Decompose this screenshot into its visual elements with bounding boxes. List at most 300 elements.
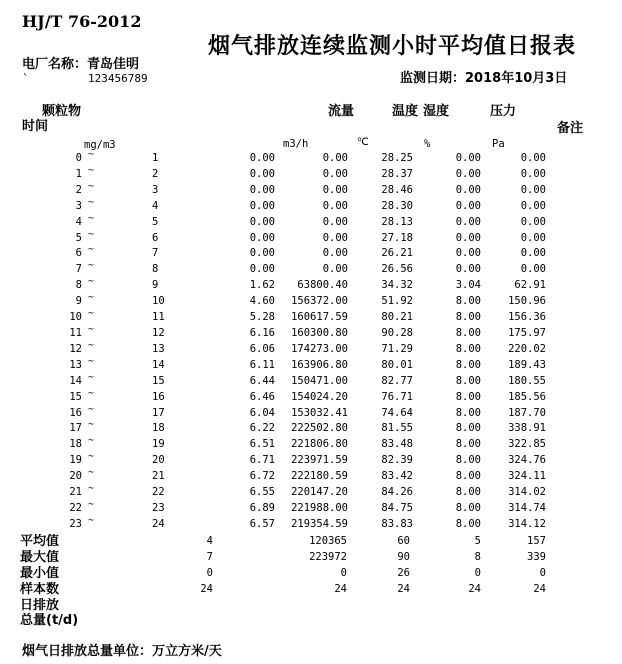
hour-to: 12 bbox=[152, 326, 165, 339]
hourly-row bbox=[0, 374, 622, 390]
tilde-cell bbox=[82, 374, 152, 390]
pressure-value: 324.11 bbox=[508, 470, 546, 483]
summary-value bbox=[347, 613, 410, 629]
humidity-value: 0.00 bbox=[455, 215, 481, 228]
summary-value: 90 bbox=[397, 550, 410, 563]
remark-cell bbox=[546, 310, 622, 326]
summary-label: 最小值 bbox=[20, 565, 60, 581]
summary-value: 223972 bbox=[309, 550, 347, 563]
pressure-value: 338.91 bbox=[508, 422, 546, 435]
flow-value: 0.00 bbox=[322, 215, 348, 228]
tilde-cell bbox=[82, 310, 152, 326]
remark-cell bbox=[546, 183, 622, 199]
pm-value: 6.44 bbox=[249, 374, 275, 387]
pressure-value: 156.36 bbox=[508, 311, 546, 324]
hourly-row bbox=[0, 294, 622, 310]
hourly-row bbox=[0, 469, 622, 485]
hour-to: 22 bbox=[152, 486, 165, 499]
tilde-mark: ~ bbox=[88, 278, 95, 288]
hour-from: 20 bbox=[69, 470, 82, 483]
plant-name-value: 青岛佳明 bbox=[87, 57, 140, 72]
pm-value: 5.28 bbox=[249, 311, 275, 324]
tilde-cell bbox=[82, 437, 152, 453]
hour-to: 14 bbox=[152, 358, 165, 371]
hour-from: 15 bbox=[69, 390, 82, 403]
remark-cell bbox=[546, 151, 622, 167]
hour-from: 0 bbox=[75, 152, 82, 164]
humidity-value: 0.00 bbox=[455, 247, 481, 260]
tilde-cell bbox=[82, 167, 152, 183]
tilde-cell bbox=[82, 390, 152, 406]
tilde-mark: ~ bbox=[88, 421, 95, 431]
summary-value bbox=[120, 598, 213, 614]
flow-value: 222180.59 bbox=[291, 470, 348, 483]
temperature-value: 26.21 bbox=[381, 247, 413, 260]
temperature-value: 83.83 bbox=[381, 517, 413, 530]
summary-value: 24 bbox=[468, 582, 481, 595]
tilde-cell bbox=[82, 151, 152, 167]
pressure-value: 0.00 bbox=[520, 247, 546, 260]
header-particulate: 颗粒物 bbox=[42, 104, 82, 119]
flow-value: 0.00 bbox=[322, 199, 348, 212]
summary-value bbox=[120, 613, 213, 629]
pressure-value: 0.00 bbox=[520, 167, 546, 180]
pm-value: 6.16 bbox=[249, 326, 275, 339]
pm-value: 0.00 bbox=[249, 199, 275, 212]
humidity-value: 8.00 bbox=[455, 358, 481, 371]
hourly-row bbox=[0, 231, 622, 247]
flow-value: 153032.41 bbox=[291, 406, 348, 419]
remark-cell bbox=[546, 246, 622, 262]
temperature-value: 82.77 bbox=[381, 374, 413, 387]
monitor-date-value: 2018年10月3日 bbox=[465, 71, 568, 86]
hourly-row bbox=[0, 421, 622, 437]
hour-from: 13 bbox=[69, 358, 82, 371]
pressure-value: 322.85 bbox=[508, 438, 546, 451]
tilde-mark: ~ bbox=[88, 166, 95, 176]
temperature-value: 84.26 bbox=[381, 486, 413, 499]
humidity-value: 8.00 bbox=[455, 454, 481, 467]
remark-cell bbox=[546, 262, 622, 278]
unit-humidity: % bbox=[424, 138, 431, 150]
pm-value: 6.71 bbox=[249, 454, 275, 467]
pm-value: 1.62 bbox=[249, 279, 275, 292]
summary-label: 最大值 bbox=[20, 549, 60, 565]
hour-from: 18 bbox=[69, 438, 82, 451]
remark-cell bbox=[546, 342, 622, 358]
hour-to: 3 bbox=[152, 183, 159, 196]
flow-value: 221806.80 bbox=[291, 438, 348, 451]
hourly-row bbox=[0, 501, 622, 517]
unit-pressure: Pa bbox=[492, 138, 505, 150]
pressure-value: 324.76 bbox=[508, 454, 546, 467]
hour-to: 8 bbox=[152, 263, 159, 276]
pm-value: 0.00 bbox=[249, 247, 275, 260]
summary-remark-cell bbox=[546, 582, 622, 598]
hour-from: 19 bbox=[69, 454, 82, 467]
pm-value: 6.22 bbox=[249, 422, 275, 435]
tilde-cell bbox=[82, 406, 152, 422]
summary-value: 0 bbox=[206, 566, 213, 579]
hourly-row bbox=[0, 183, 622, 199]
hour-from: 17 bbox=[69, 422, 82, 435]
hour-to: 20 bbox=[152, 454, 165, 467]
tilde-cell bbox=[82, 358, 152, 374]
flow-value: 221988.00 bbox=[291, 501, 348, 514]
hourly-row bbox=[0, 406, 622, 422]
tilde-cell bbox=[82, 246, 152, 262]
tilde-mark: ~ bbox=[88, 373, 95, 383]
humidity-value: 8.00 bbox=[455, 390, 481, 403]
pressure-value: 0.00 bbox=[520, 215, 546, 228]
pressure-value: 314.74 bbox=[508, 501, 546, 514]
flow-value: 150471.00 bbox=[291, 374, 348, 387]
temperature-value: 81.55 bbox=[381, 422, 413, 435]
summary-value bbox=[481, 598, 546, 614]
hourly-row bbox=[0, 199, 622, 215]
tilde-mark: ~ bbox=[88, 500, 95, 510]
summary-value: 7 bbox=[206, 550, 213, 563]
tilde-cell bbox=[82, 501, 152, 517]
temperature-value: 28.46 bbox=[381, 183, 413, 196]
pm-value: 6.06 bbox=[249, 342, 275, 355]
pm-value: 0.00 bbox=[249, 231, 275, 244]
pressure-value: 150.96 bbox=[508, 295, 546, 308]
summary-value: 26 bbox=[397, 566, 410, 579]
humidity-value: 8.00 bbox=[455, 295, 481, 308]
pm-value: 0.00 bbox=[249, 215, 275, 228]
summary-value: 339 bbox=[527, 550, 546, 563]
humidity-value: 0.00 bbox=[455, 152, 481, 164]
hour-to: 1 bbox=[152, 152, 159, 164]
hourly-row bbox=[0, 278, 622, 294]
tilde-cell bbox=[82, 215, 152, 231]
hour-from: 8 bbox=[75, 279, 82, 292]
remark-cell bbox=[546, 374, 622, 390]
temperature-value: 83.48 bbox=[381, 438, 413, 451]
pressure-value: 0.00 bbox=[520, 183, 546, 196]
hourly-row bbox=[0, 215, 622, 231]
humidity-value: 0.00 bbox=[455, 231, 481, 244]
temperature-value: 82.39 bbox=[381, 454, 413, 467]
humidity-value: 8.00 bbox=[455, 374, 481, 387]
pm-value: 6.57 bbox=[249, 517, 275, 530]
unit-flow: m3/h bbox=[283, 138, 309, 150]
hour-to: 13 bbox=[152, 342, 165, 355]
summary-table bbox=[0, 534, 622, 629]
remark-cell bbox=[546, 358, 622, 374]
hour-from: 10 bbox=[69, 311, 82, 324]
pressure-value: 0.00 bbox=[520, 199, 546, 212]
unit-particulate: mg/m3 bbox=[84, 139, 116, 151]
summary-value: 5 bbox=[474, 535, 481, 547]
tilde-cell bbox=[82, 342, 152, 358]
temperature-value: 74.64 bbox=[381, 406, 413, 419]
summary-value: 157 bbox=[527, 535, 546, 547]
hourly-table bbox=[0, 151, 622, 533]
remark-cell bbox=[546, 485, 622, 501]
hourly-row bbox=[0, 453, 622, 469]
flow-value: 0.00 bbox=[322, 263, 348, 276]
hour-to: 19 bbox=[152, 438, 165, 451]
flow-value: 174273.00 bbox=[291, 342, 348, 355]
pm-value: 6.11 bbox=[249, 358, 275, 371]
pm-value: 0.00 bbox=[249, 167, 275, 180]
plant-name-label: 电厂名称： bbox=[22, 57, 88, 72]
tilde-mark: ~ bbox=[88, 389, 95, 399]
tilde-mark: ~ bbox=[88, 341, 95, 351]
tilde-mark: ~ bbox=[88, 151, 95, 160]
tilde-mark: ~ bbox=[88, 405, 95, 415]
hour-from: 11 bbox=[69, 326, 82, 339]
tilde-cell bbox=[82, 231, 152, 247]
humidity-value: 8.00 bbox=[455, 311, 481, 324]
tilde-cell bbox=[82, 326, 152, 342]
summary-value bbox=[213, 613, 347, 629]
summary-remark-cell bbox=[546, 598, 622, 614]
humidity-value: 8.00 bbox=[455, 326, 481, 339]
flow-value: 220147.20 bbox=[291, 486, 348, 499]
hour-from: 9 bbox=[75, 295, 82, 308]
hour-to: 15 bbox=[152, 374, 165, 387]
pm-value: 6.04 bbox=[249, 406, 275, 419]
tilde-mark: ~ bbox=[88, 230, 95, 240]
tilde-cell bbox=[82, 183, 152, 199]
hour-from: 21 bbox=[69, 486, 82, 499]
tilde-mark: ~ bbox=[88, 310, 95, 320]
summary-value: 24 bbox=[397, 582, 410, 595]
temperature-value: 84.75 bbox=[381, 501, 413, 514]
stray-backtick: ` bbox=[22, 72, 30, 86]
flow-value: 156372.00 bbox=[291, 295, 348, 308]
hour-from: 7 bbox=[75, 263, 82, 276]
tilde-mark: ~ bbox=[88, 453, 95, 463]
pressure-value: 185.56 bbox=[508, 390, 546, 403]
flow-value: 163906.80 bbox=[291, 358, 348, 371]
flow-value: 154024.20 bbox=[291, 390, 348, 403]
standard-number: HJ/T 76-2012 bbox=[22, 12, 142, 31]
tilde-cell bbox=[82, 517, 152, 533]
summary-label: 平均值 bbox=[20, 534, 60, 550]
temperature-value: 28.13 bbox=[381, 215, 413, 228]
hour-to: 6 bbox=[152, 231, 159, 244]
pm-value: 4.60 bbox=[249, 295, 275, 308]
summary-remark-cell bbox=[546, 550, 622, 566]
pressure-value: 175.97 bbox=[508, 326, 546, 339]
hourly-row bbox=[0, 437, 622, 453]
summary-table-body bbox=[0, 534, 622, 629]
plant-name-line bbox=[22, 58, 139, 72]
flow-value: 160617.59 bbox=[291, 311, 348, 324]
summary-row bbox=[0, 550, 622, 566]
tilde-mark: ~ bbox=[88, 325, 95, 335]
tilde-cell bbox=[82, 485, 152, 501]
pressure-value: 187.70 bbox=[508, 406, 546, 419]
humidity-value: 0.00 bbox=[455, 167, 481, 180]
summary-row bbox=[0, 534, 622, 550]
hour-to: 16 bbox=[152, 390, 165, 403]
hour-from: 3 bbox=[75, 199, 82, 212]
pressure-value: 0.00 bbox=[520, 231, 546, 244]
temperature-value: 27.18 bbox=[381, 231, 413, 244]
flow-value: 160300.80 bbox=[291, 326, 348, 339]
summary-value: 120365 bbox=[309, 535, 347, 547]
summary-value: 24 bbox=[334, 582, 347, 595]
humidity-value: 0.00 bbox=[455, 183, 481, 196]
remark-cell bbox=[546, 167, 622, 183]
summary-remark-cell bbox=[546, 534, 622, 550]
tilde-cell bbox=[82, 453, 152, 469]
flow-value: 0.00 bbox=[322, 231, 348, 244]
hour-from: 16 bbox=[69, 406, 82, 419]
summary-row bbox=[0, 582, 622, 598]
summary-label: 总量(t/d) bbox=[20, 613, 79, 629]
tilde-mark: ~ bbox=[88, 182, 95, 192]
hour-to: 11 bbox=[152, 311, 165, 324]
humidity-value: 8.00 bbox=[455, 342, 481, 355]
temperature-value: 26.56 bbox=[381, 263, 413, 276]
hour-to: 9 bbox=[152, 279, 159, 292]
summary-value bbox=[347, 598, 410, 614]
hourly-row bbox=[0, 485, 622, 501]
remark-cell bbox=[546, 390, 622, 406]
unit-temperature: ℃ bbox=[357, 136, 369, 148]
summary-value: 8 bbox=[474, 550, 481, 563]
page-title: 烟气排放连续监测小时平均值日报表 bbox=[208, 34, 577, 59]
hour-from: 12 bbox=[69, 342, 82, 355]
tilde-mark: ~ bbox=[88, 262, 95, 272]
flow-value: 219354.59 bbox=[291, 517, 348, 530]
tilde-mark: ~ bbox=[88, 246, 95, 256]
pressure-value: 189.43 bbox=[508, 358, 546, 371]
flow-value: 0.00 bbox=[322, 247, 348, 260]
tilde-cell bbox=[82, 262, 152, 278]
hourly-row bbox=[0, 517, 622, 533]
pm-value: 0.00 bbox=[249, 183, 275, 196]
pm-value: 0.00 bbox=[249, 263, 275, 276]
summary-row bbox=[0, 598, 622, 614]
remark-cell bbox=[546, 501, 622, 517]
flow-value: 0.00 bbox=[322, 183, 348, 196]
pressure-value: 314.12 bbox=[508, 517, 546, 530]
pm-value: 6.89 bbox=[249, 501, 275, 514]
humidity-value: 8.00 bbox=[455, 406, 481, 419]
hour-to: 24 bbox=[152, 517, 165, 530]
pm-value: 6.55 bbox=[249, 486, 275, 499]
remark-cell bbox=[546, 326, 622, 342]
summary-value: 4 bbox=[206, 535, 213, 547]
monitor-date-line bbox=[400, 72, 567, 86]
summary-label: 日排放 bbox=[20, 597, 60, 613]
remark-cell bbox=[546, 231, 622, 247]
hourly-row bbox=[0, 262, 622, 278]
humidity-value: 8.00 bbox=[455, 501, 481, 514]
hour-from: 2 bbox=[75, 183, 82, 196]
footer-unit-note: 烟气日排放总量单位：万立方米/天 bbox=[22, 644, 222, 659]
remark-cell bbox=[546, 517, 622, 533]
summary-remark-cell bbox=[546, 566, 622, 582]
remark-cell bbox=[546, 406, 622, 422]
monitor-date-label: 监测日期： bbox=[400, 71, 466, 86]
flow-value: 222502.80 bbox=[291, 422, 348, 435]
temperature-value: 90.28 bbox=[381, 326, 413, 339]
summary-value: 0 bbox=[539, 566, 546, 579]
pressure-value: 0.00 bbox=[520, 263, 546, 276]
temperature-value: 34.32 bbox=[381, 279, 413, 292]
hour-from: 14 bbox=[69, 374, 82, 387]
temperature-value: 51.92 bbox=[381, 295, 413, 308]
hourly-row bbox=[0, 326, 622, 342]
summary-value: 0 bbox=[340, 566, 347, 579]
summary-label: 样本数 bbox=[20, 581, 60, 597]
hour-to: 17 bbox=[152, 406, 165, 419]
humidity-value: 8.00 bbox=[455, 517, 481, 530]
temperature-value: 28.37 bbox=[381, 167, 413, 180]
flow-value: 223971.59 bbox=[291, 454, 348, 467]
temperature-value: 80.01 bbox=[381, 358, 413, 371]
tilde-cell bbox=[82, 421, 152, 437]
pm-value: 6.51 bbox=[249, 438, 275, 451]
hourly-table-body bbox=[0, 151, 622, 533]
hour-to: 10 bbox=[152, 295, 165, 308]
pressure-value: 314.02 bbox=[508, 486, 546, 499]
hour-to: 23 bbox=[152, 501, 165, 514]
hour-from: 1 bbox=[75, 167, 82, 180]
temperature-value: 28.25 bbox=[381, 152, 413, 164]
humidity-value: 0.00 bbox=[455, 199, 481, 212]
tilde-cell bbox=[82, 278, 152, 294]
pressure-value: 220.02 bbox=[508, 342, 546, 355]
remark-cell bbox=[546, 437, 622, 453]
plant-code: 123456789 bbox=[88, 72, 148, 85]
summary-value bbox=[481, 613, 546, 629]
hourly-row bbox=[0, 310, 622, 326]
remark-cell bbox=[546, 421, 622, 437]
humidity-value: 8.00 bbox=[455, 486, 481, 499]
hour-from: 6 bbox=[75, 247, 82, 260]
hour-to: 4 bbox=[152, 199, 159, 212]
summary-value bbox=[410, 613, 481, 629]
hour-to: 2 bbox=[152, 167, 159, 180]
flow-value: 63800.40 bbox=[297, 279, 348, 292]
humidity-value: 0.00 bbox=[455, 263, 481, 276]
pressure-value: 0.00 bbox=[520, 152, 546, 164]
header-remark: 备注 bbox=[557, 121, 584, 136]
tilde-mark: ~ bbox=[88, 516, 95, 526]
summary-value: 24 bbox=[200, 582, 213, 595]
hour-to: 18 bbox=[152, 422, 165, 435]
summary-value bbox=[213, 598, 347, 614]
tilde-mark: ~ bbox=[88, 485, 95, 495]
tilde-cell bbox=[82, 469, 152, 485]
summary-value: 24 bbox=[533, 582, 546, 595]
tilde-mark: ~ bbox=[88, 214, 95, 224]
temperature-value: 76.71 bbox=[381, 390, 413, 403]
remark-cell bbox=[546, 469, 622, 485]
pressure-value: 62.91 bbox=[514, 279, 546, 292]
hourly-row bbox=[0, 358, 622, 374]
pm-value: 6.72 bbox=[249, 470, 275, 483]
tilde-mark: ~ bbox=[88, 469, 95, 479]
hour-from: 4 bbox=[75, 215, 82, 228]
remark-cell bbox=[546, 215, 622, 231]
hourly-row bbox=[0, 390, 622, 406]
flow-value: 0.00 bbox=[322, 167, 348, 180]
hour-from: 5 bbox=[75, 231, 82, 244]
tilde-mark: ~ bbox=[88, 357, 95, 367]
summary-row bbox=[0, 566, 622, 582]
hourly-row bbox=[0, 151, 622, 167]
